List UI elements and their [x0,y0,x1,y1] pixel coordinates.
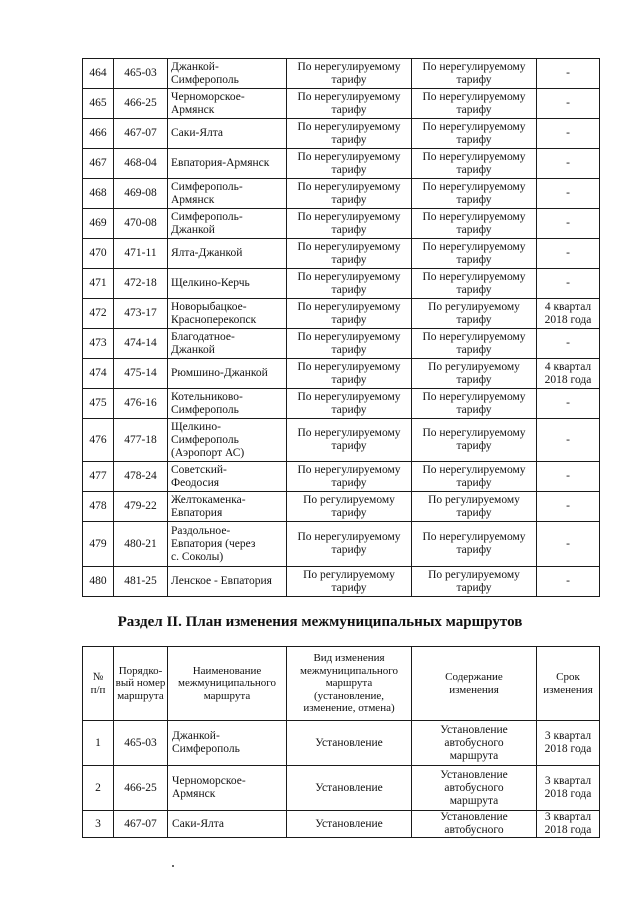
route-name: Ялта-Джанкой [168,239,287,269]
table-row [83,329,600,359]
route-name: Благодатное- Джанкой [168,329,287,359]
tariff-current: По нерегулируемому тарифу [287,149,412,179]
change-term: - [537,59,600,89]
tariff-planned: По нерегулируемому тарифу [412,89,537,119]
route-name: Саки-Ялта [168,811,287,838]
route-name: Симферополь- Джанкой [168,209,287,239]
route-code: 479-22 [114,492,168,522]
row-number: 2 [83,766,114,811]
table-row [83,269,600,299]
row-number: 478 [83,492,114,522]
table-row [83,811,600,838]
change-term: - [537,149,600,179]
route-name: Джанкой- Симферополь [168,59,287,89]
tariff-planned: По регулируемому тарифу [412,359,537,389]
change-content: Установление автобусного маршрута [412,766,537,811]
tariff-current: По нерегулируемому тарифу [287,179,412,209]
route-name: Рюмшино-Джанкой [168,359,287,389]
change-term: - [537,329,600,359]
tariff-planned: По нерегулируемому тарифу [412,419,537,462]
tariff-current: По нерегулируемому тарифу [287,389,412,419]
route-name: Саки-Ялта [168,119,287,149]
change-term: 4 квартал 2018 года [537,299,600,329]
tariff-current: По нерегулируемому тарифу [287,522,412,567]
tariff-planned: По нерегулируемому тарифу [412,239,537,269]
row-number: 465 [83,89,114,119]
table-row [83,179,600,209]
route-code: 471-11 [114,239,168,269]
tariff-planned: По нерегулируемому тарифу [412,59,537,89]
row-number: 476 [83,419,114,462]
change-term: - [537,567,600,597]
table-row [83,492,600,522]
change-term: - [537,389,600,419]
route-name: Ленское - Евпатория [168,567,287,597]
tariff-planned: По нерегулируемому тарифу [412,329,537,359]
table-row [83,89,600,119]
tariff-current: По нерегулируемому тарифу [287,119,412,149]
tariff-planned: По нерегулируемому тарифу [412,149,537,179]
row-number: 479 [83,522,114,567]
route-name: Евпатория-Армянск [168,149,287,179]
row-number: 471 [83,269,114,299]
route-name: Советский- Феодосия [168,462,287,492]
table-header-row [83,647,600,721]
change-term: 4 квартал 2018 года [537,359,600,389]
table-row [83,766,600,811]
row-number: 480 [83,567,114,597]
row-number: 474 [83,359,114,389]
header-change-kind: Вид изменения межмуниципального маршрута (установление, изменение, отмена) [287,647,412,721]
table-row [83,419,600,462]
table-row [83,359,600,389]
route-code: 468-04 [114,149,168,179]
tariff-planned: По регулируемому тарифу [412,492,537,522]
tariff-current: По нерегулируемому тарифу [287,299,412,329]
change-term: 3 квартал 2018 года [537,811,600,838]
route-name: Черноморское- Армянск [168,89,287,119]
route-name: Раздольное- Евпатория (через с. Соколы) [168,522,287,567]
route-code: 481-25 [114,567,168,597]
row-number: 464 [83,59,114,89]
change-term: - [537,492,600,522]
change-term: - [537,269,600,299]
row-number: 472 [83,299,114,329]
header-order-number: Порядко- вый номер маршрута [114,647,168,721]
tariff-current: По нерегулируемому тарифу [287,462,412,492]
change-kind: Установление [287,811,412,838]
table-row [83,149,600,179]
route-name: Щелкино-Керчь [168,269,287,299]
table-row [83,389,600,419]
table-row [83,522,600,567]
change-term: - [537,89,600,119]
route-name: Симферополь- Армянск [168,179,287,209]
row-number: 470 [83,239,114,269]
table-row [83,299,600,329]
tariff-planned: По нерегулируемому тарифу [412,269,537,299]
route-name: Желтокаменка- Евпатория [168,492,287,522]
row-number: 467 [83,149,114,179]
route-code: 470-08 [114,209,168,239]
route-changes-table [82,646,600,838]
row-number: 3 [83,811,114,838]
change-content: Установление автобусного [412,811,537,838]
row-number: 466 [83,119,114,149]
change-term: - [537,462,600,492]
row-number: 477 [83,462,114,492]
route-name: Щелкино- Симферополь (Аэропорт АС) [168,419,287,462]
scan-speck [172,865,174,867]
route-name: Джанкой- Симферополь [168,721,287,766]
route-code: 476-16 [114,389,168,419]
route-name: Котельниково- Симферополь [168,389,287,419]
table-row [83,119,600,149]
change-term: - [537,209,600,239]
tariff-planned: По регулируемому тарифу [412,567,537,597]
tariff-current: По регулируемому тарифу [287,492,412,522]
tariff-current: По нерегулируемому тарифу [287,239,412,269]
change-term: - [537,239,600,269]
route-code: 467-07 [114,119,168,149]
change-term: - [537,119,600,149]
section-2-title: Раздел II. План изменения межмуниципальных маршрутов [117,614,523,630]
route-code: 469-08 [114,179,168,209]
route-code: 480-21 [114,522,168,567]
row-number: 475 [83,389,114,419]
header-route-name: Наименование межмуниципального маршрута [168,647,287,721]
row-number: 468 [83,179,114,209]
route-code: 472-18 [114,269,168,299]
tariff-current: По нерегулируемому тарифу [287,419,412,462]
change-kind: Установление [287,766,412,811]
tariff-current: По нерегулируемому тарифу [287,329,412,359]
tariff-planned: По регулируемому тарифу [412,299,537,329]
route-code: 478-24 [114,462,168,492]
header-change-content: Содержание изменения [412,647,537,721]
row-number: 1 [83,721,114,766]
table-row [83,239,600,269]
table-row [83,721,600,766]
tariff-planned: По нерегулируемому тарифу [412,389,537,419]
route-name: Новорыбацкое- Краснoперекопск [168,299,287,329]
tariff-planned: По нерегулируемому тарифу [412,522,537,567]
tariff-planned: По нерегулируемому тарифу [412,462,537,492]
route-code: 466-25 [114,766,168,811]
route-code: 474-14 [114,329,168,359]
tariff-current: По нерегулируемому тарифу [287,89,412,119]
route-name: Черноморское- Армянск [168,766,287,811]
route-code: 473-17 [114,299,168,329]
route-code: 465-03 [114,59,168,89]
change-term: - [537,419,600,462]
header-change-term: Срок изменения [537,647,600,721]
route-code: 467-07 [114,811,168,838]
table-row [83,462,600,492]
row-number: 469 [83,209,114,239]
header-number: № п/п [83,647,114,721]
tariff-current: По нерегулируемому тарифу [287,209,412,239]
tariff-current: По регулируемому тарифу [287,567,412,597]
tariff-current: По нерегулируемому тарифу [287,359,412,389]
tariff-planned: По нерегулируемому тарифу [412,119,537,149]
tariff-planned: По нерегулируемому тарифу [412,179,537,209]
table-row [83,209,600,239]
change-term: - [537,179,600,209]
table-row [83,59,600,89]
row-number: 473 [83,329,114,359]
change-term: - [537,522,600,567]
route-code: 466-25 [114,89,168,119]
route-code: 477-18 [114,419,168,462]
table-row [83,567,600,597]
change-term: 3 квартал 2018 года [537,766,600,811]
change-content: Установление автобусного маршрута [412,721,537,766]
change-term: 3 квартал 2018 года [537,721,600,766]
tariff-current: По нерегулируемому тарифу [287,269,412,299]
routes-table [82,58,600,597]
tariff-planned: По нерегулируемому тарифу [412,209,537,239]
route-code: 465-03 [114,721,168,766]
change-kind: Установление [287,721,412,766]
route-code: 475-14 [114,359,168,389]
tariff-current: По нерегулируемому тарифу [287,59,412,89]
